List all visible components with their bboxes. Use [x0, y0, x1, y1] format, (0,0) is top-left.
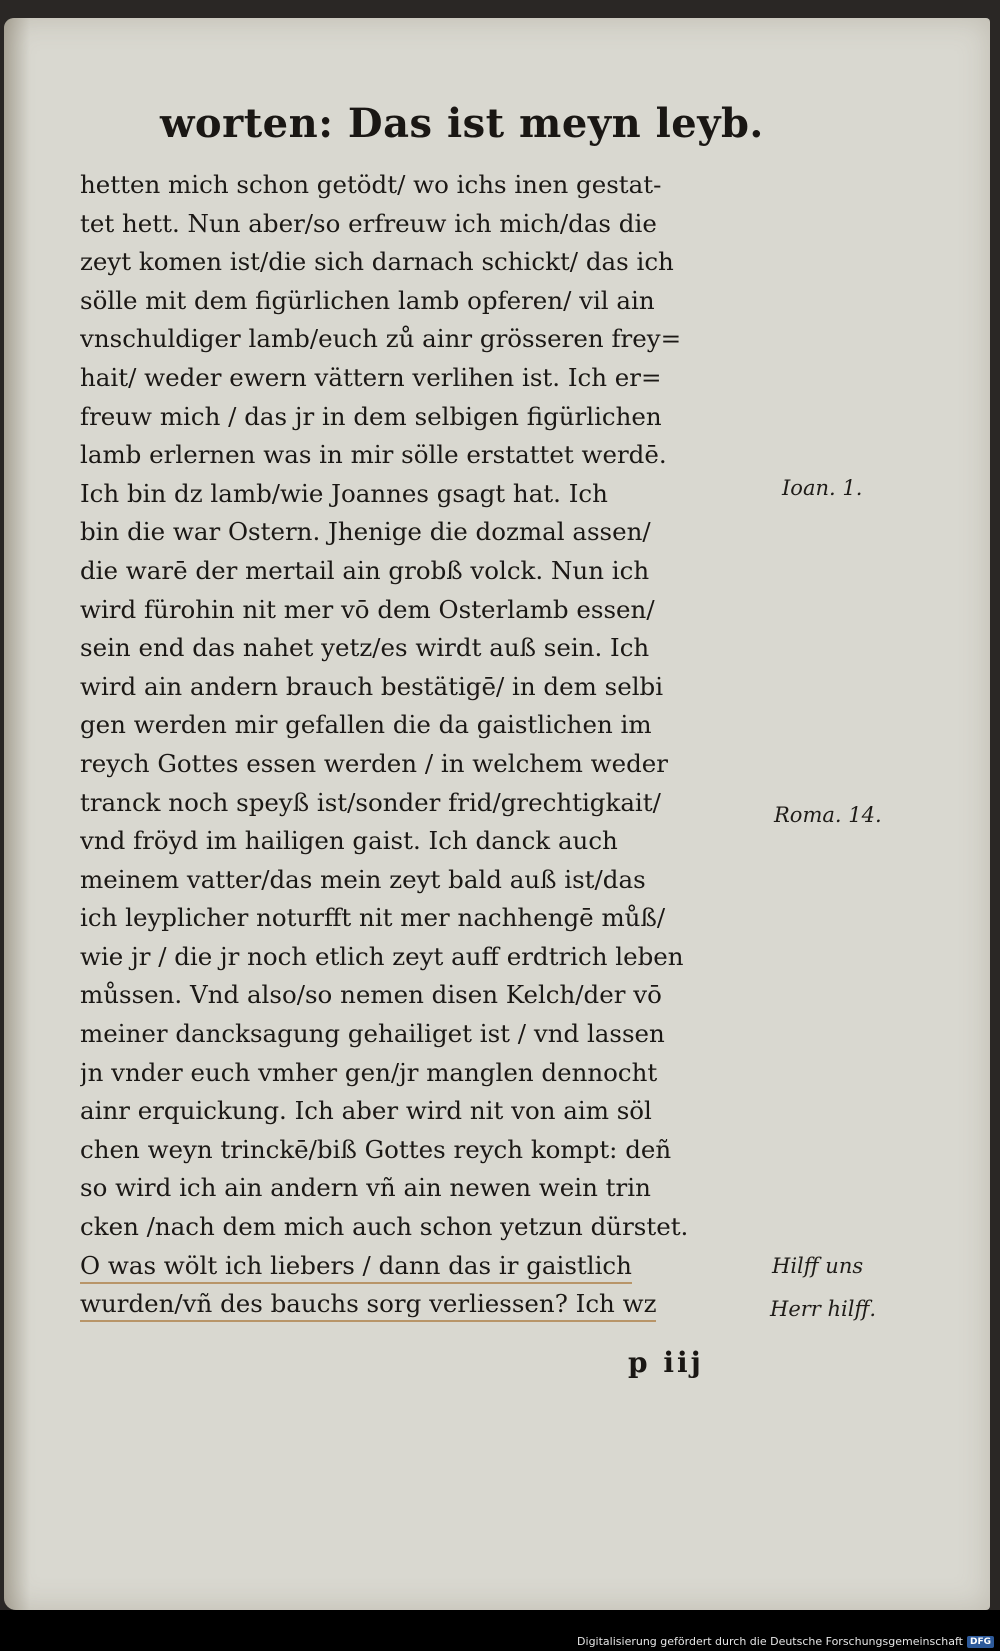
signature-mark: p iij	[628, 1346, 704, 1379]
text-line: jn vnder euch vmher gen/jr manglen dennocht	[80, 1057, 658, 1087]
gutter-shadow	[4, 18, 30, 1610]
handwritten-note: Herr hilff.	[770, 1297, 877, 1321]
text-line: hait/ weder ewern vättern verlihen ist. Ich er=	[80, 362, 662, 392]
dfg-logo: DFG	[967, 1636, 994, 1648]
text-line: zeyt komen ist/die sich darnach schickt/ das ich	[80, 247, 674, 277]
text-line: vnd fröyd im hailigen gaist. Ich danck auch	[80, 826, 618, 856]
text-line: tet hett. Nun aber/so erfreuw ich mich/das die	[80, 208, 657, 238]
text-line: vnschuldiger lamb/euch zů ainr grösseren frey=	[80, 324, 682, 354]
footer-text: Digitalisierung gefördert durch die Deutsche Forschungsgemeinschaft	[577, 1635, 963, 1648]
text-line: sein end das nahet yetz/es wirdt auß sein. Ich	[80, 633, 650, 663]
text-line: wird ain andern brauch bestätigē/ in dem selbi	[80, 671, 664, 701]
text-line: bin die war Ostern. Jhenige die dozmal assen/	[80, 517, 651, 547]
text-line: ainr erquickung. Ich aber wird nit von aim söl	[80, 1096, 652, 1126]
text-line: tranck noch speyß ist/sonder frid/grechtigkait/	[80, 787, 661, 817]
text-line: reych Gottes essen werden / in welchem weder	[80, 748, 668, 778]
underlined-text: O was wölt ich liebers / dann das ir gaistlich	[80, 1251, 632, 1284]
marginal-reference-roma: Roma. 14.	[774, 803, 882, 827]
text-line: meinem vatter/das mein zeyt bald auß ist/das	[80, 864, 646, 894]
text-line: meiner dancksagung gehailiget ist / vnd lassen	[80, 1019, 665, 1049]
text-line: hetten mich schon getödt/ wo ichs inen gestat-	[80, 170, 662, 199]
text-line: gen werden mir gefallen die da gaistlichen im	[80, 710, 652, 740]
text-line: Ich bin dz lamb/wie Joannes gsagt hat. Ich	[80, 478, 608, 508]
text-line: wird fürohin nit mer vō dem Osterlamb essen/	[80, 594, 655, 624]
underlined-text: wurden/vñ des bauchs sorg verliessen? Ich wz	[80, 1289, 656, 1322]
text-line: freuw mich / das jr in dem selbigen figürlichen	[80, 401, 662, 431]
text-line: sölle mit dem figürlichen lamb opferen/ vil ain	[80, 285, 655, 315]
text-line: chen weyn trinckē/biß Gottes reych kompt: deñ	[80, 1134, 672, 1164]
running-head: worten: Das ist meyn leyb.	[160, 100, 764, 147]
text-line: ich leyplicher noturfft nit mer nachhengē můß/	[80, 903, 666, 933]
body-text	[80, 166, 780, 1324]
text-line: wie jr / die jr noch etlich zeyt auff erdtrich leben	[80, 941, 684, 971]
text-line: so wird ich ain andern vñ ain newen wein trin	[80, 1173, 651, 1203]
handwritten-note: Hilff uns	[772, 1254, 864, 1278]
text-line: cken /nach dem mich auch schon yetzun dürstet.	[80, 1212, 689, 1242]
text-line: můssen. Vnd also/so nemen disen Kelch/der vō	[80, 980, 662, 1010]
footer-credit	[577, 1634, 994, 1649]
text-line: lamb erlernen was in mir sölle erstattet werdē.	[80, 440, 667, 470]
underlined-line	[80, 1247, 780, 1286]
marginal-reference-ioan: Ioan. 1.	[782, 476, 863, 500]
underlined-line	[80, 1285, 780, 1324]
text-line: die warē der mertail ain grobß volck. Nun ich	[80, 555, 650, 585]
